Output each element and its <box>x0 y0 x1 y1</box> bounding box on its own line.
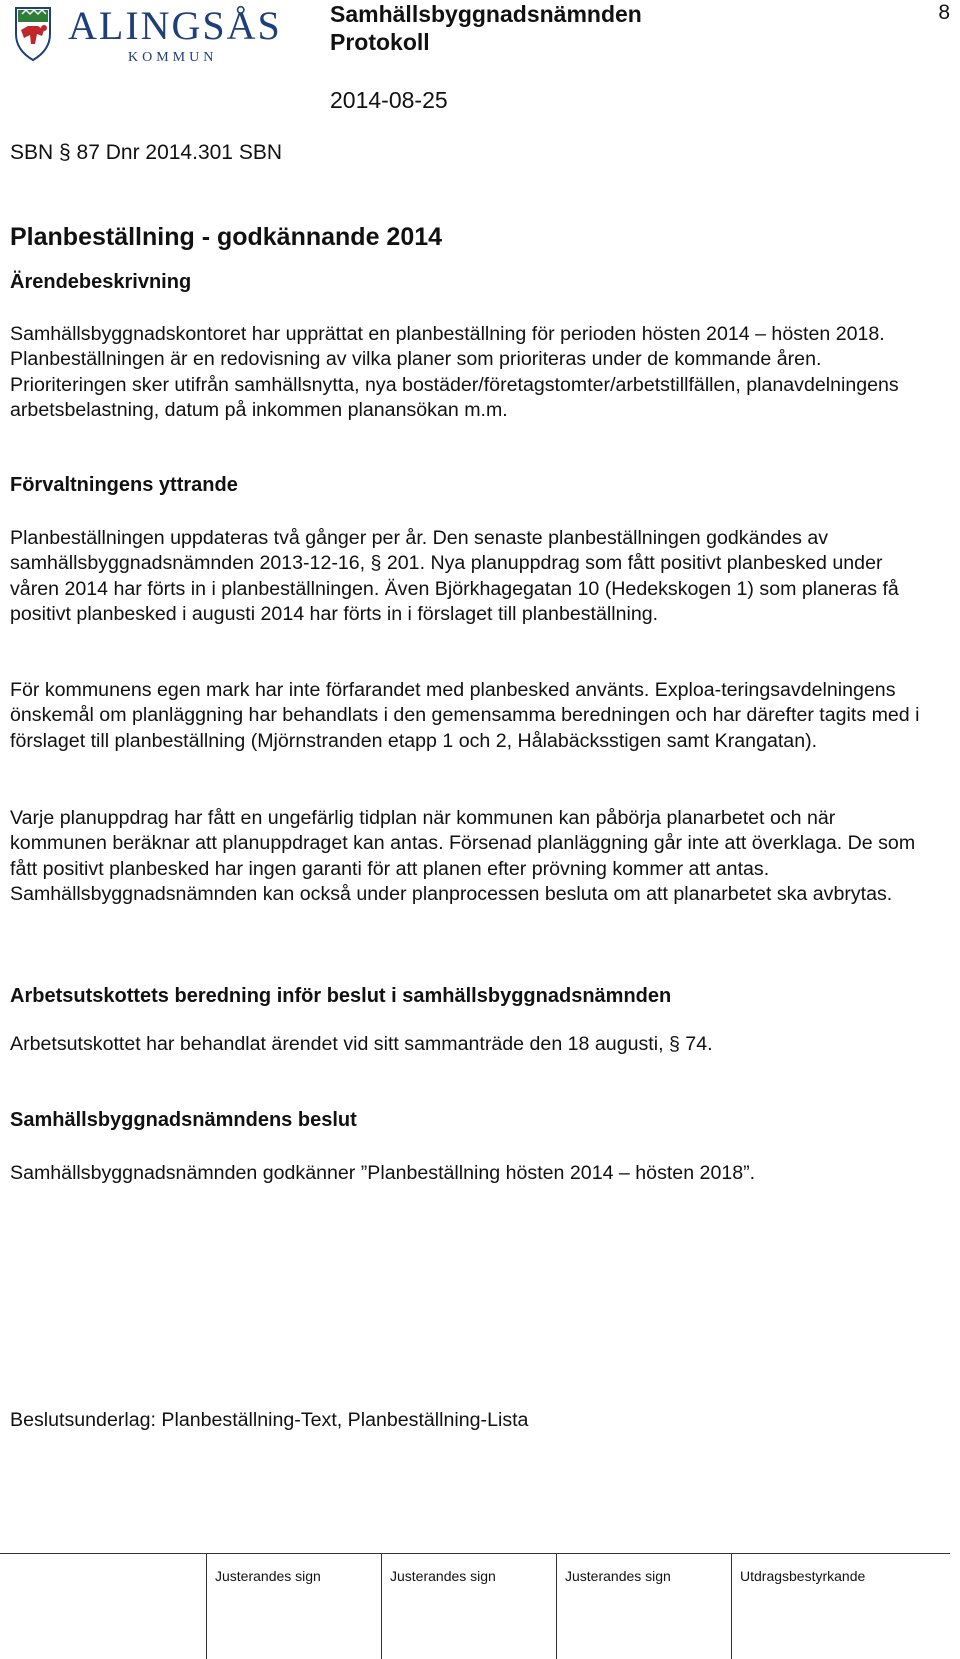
case-reference: SBN § 87 Dnr 2014.301 SBN <box>10 141 282 164</box>
paragraph-description: Samhällsbyggnadskontoret har upprättat en planbeställning för perioden hösten 2014 – hösten 2018. Planbeställningen är en redovisning av vilka planer som prioriteras under de kommande åren. Prioriteringen sker utifrån samhällsnytta, nya bostäder/företagstomter/arbetstillfällen, planavdelningens arbetsbelastning, datum på inkommen planansökan m.m. <box>10 323 899 422</box>
signature-box-1 <box>206 1553 207 1659</box>
section-heading-committee-preparation: Arbetsutskottets beredning inför beslut i samhällsbyggnadsnämnden <box>10 985 672 1007</box>
section-heading-decision: Samhällsbyggnadsnämndens beslut <box>10 1109 357 1131</box>
municipality-subtitle: KOMMUN <box>128 50 218 65</box>
signature-box-4 <box>731 1553 732 1659</box>
paragraph-statement-2: För kommunens egen mark har inte förfarandet med planbesked använts. Exploa-teringsavdelningens önskemål om planläggning har behandlats i den gemensamma beredningen och har därefter tagits med i förslaget till planbeställning (Mjörnstranden etapp 1 och 2, Hålabäcksstigen samt Krangatan). <box>10 679 920 752</box>
municipality-name: ALINGSÅS <box>68 3 282 48</box>
signature-label-2: Justerandes sign <box>390 1568 496 1584</box>
signature-box-2 <box>381 1553 382 1659</box>
municipality-logo <box>10 4 290 66</box>
committee-name: Samhällsbyggnadsnämnden <box>330 1 642 27</box>
paragraph-preparation: Arbetsutskottet har behandlat ärendet vid sitt sammanträde den 18 augusti, § 74. <box>10 1033 713 1055</box>
section-heading-description: Ärendebeskrivning <box>10 271 192 293</box>
footer-divider <box>0 1553 950 1554</box>
municipality-crest-icon <box>10 4 56 62</box>
signature-label-1: Justerandes sign <box>215 1568 321 1584</box>
case-title: Planbeställning - godkännande 2014 <box>10 223 443 251</box>
page-number: 8 <box>938 1 950 24</box>
paragraph-decision: Samhällsbyggnadsnämnden godkänner ”Planbeställning hösten 2014 – hösten 2018”. <box>10 1162 756 1184</box>
certification-label: Utdragsbestyrkande <box>740 1568 866 1584</box>
decision-basis: Beslutsunderlag: Planbeställning-Text, Planbeställning-Lista <box>10 1409 529 1431</box>
signature-box-3 <box>556 1553 557 1659</box>
meeting-date: 2014-08-25 <box>330 87 448 113</box>
paragraph-statement-1: Planbeställningen uppdateras två gånger per år. Den senaste planbeställningen godkändes av samhällsbyggnadsnämnden 2013-12-16, § 201. Nya planuppdrag som fått positivt planbesked under våren 2014 har förts in i planbeställningen. Även Björkhagegatan 10 (Hedekskogen 1) som planeras få positivt planbesked i augusti 2014 har förts in i förslaget till planbeställning. <box>10 527 899 626</box>
paragraph-statement-3: Varje planuppdrag har fått en ungefärlig tidplan när kommunen kan påbörja planarbetet och när kommunen beräknar att planuppdraget kan antas. Försenad planläggning går inte att överklaga. De som fått positivt planbesked har ingen garanti för att planen efter prövning kommer att antas. Samhällsbyggnadsnämnden kan också under planprocessen besluta om att planarbetet ska avbrytas. <box>10 807 916 906</box>
document-type: Protokoll <box>330 29 430 55</box>
section-heading-administration-statement: Förvaltningens yttrande <box>10 474 238 496</box>
signature-label-3: Justerandes sign <box>565 1568 671 1584</box>
